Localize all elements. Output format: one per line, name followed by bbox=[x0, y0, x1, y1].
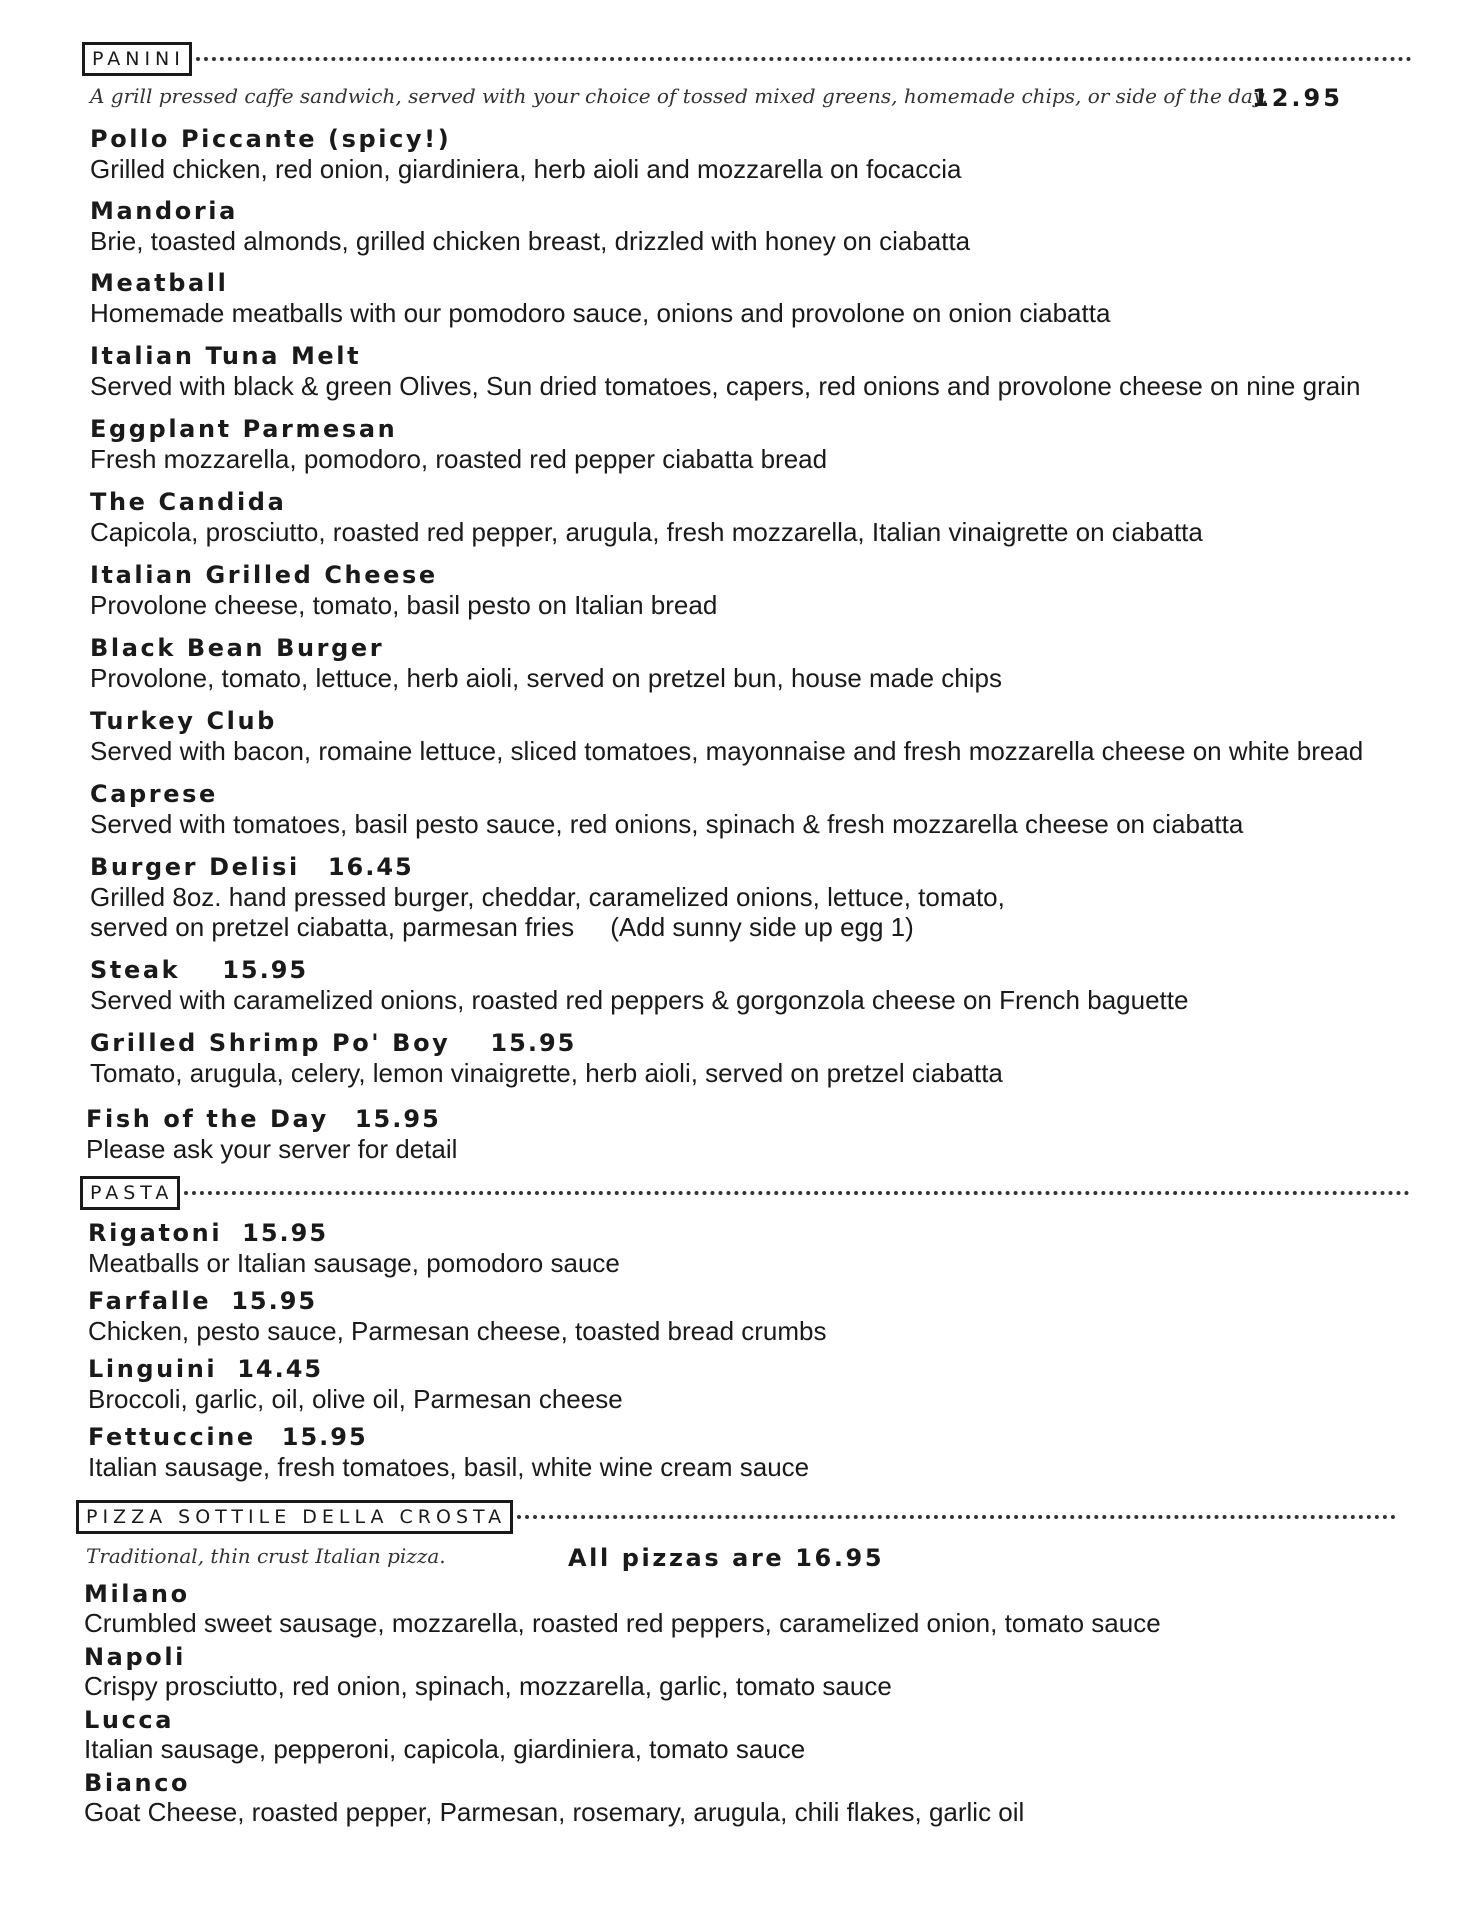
menu-item bbox=[90, 414, 827, 474]
item-description: Served with black & green Olives, Sun dried tomatoes, capers, red onions and provolone cheese on nine grain bbox=[90, 371, 1361, 401]
section-divider bbox=[184, 1191, 1410, 1195]
item-price: 14.45 bbox=[237, 1355, 324, 1383]
item-description: Served with bacon, romaine lettuce, sliced tomatoes, mayonnaise and fresh mozzarella cheese on white bread bbox=[90, 736, 1364, 766]
item-description: Grilled chicken, red onion, giardiniera, herb aioli and mozzarella on focaccia bbox=[90, 154, 962, 184]
item-description: Crumbled sweet sausage, mozzarella, roasted red peppers, caramelized onion, tomato sauce bbox=[84, 1608, 1161, 1638]
menu-item bbox=[84, 1706, 805, 1764]
menu-item bbox=[84, 1580, 1161, 1638]
menu-item bbox=[90, 124, 961, 184]
pizza-intro: Traditional, thin crust Italian pizza. bbox=[86, 1544, 446, 1568]
item-description: Crispy prosciutto, red onion, spinach, mozzarella, garlic, tomato sauce bbox=[84, 1671, 892, 1701]
item-name: Black Bean Burger bbox=[90, 634, 385, 662]
menu-item bbox=[90, 196, 970, 256]
menu-item bbox=[88, 1354, 623, 1414]
item-description: Chicken, pesto sauce, Parmesan cheese, toasted bread crumbs bbox=[88, 1316, 827, 1346]
item-description: Meatballs or Italian sausage, pomodoro sauce bbox=[88, 1248, 620, 1278]
pizza-price-note: All pizzas are 16.95 bbox=[568, 1544, 885, 1572]
item-description: Homemade meatballs with our pomodoro sauce, onions and provolone on onion ciabatta bbox=[90, 298, 1111, 328]
item-price: 15.95 bbox=[490, 1029, 577, 1057]
menu-item bbox=[86, 1104, 457, 1164]
item-name: Italian Grilled Cheese bbox=[90, 561, 438, 589]
item-name: Rigatoni bbox=[88, 1219, 223, 1247]
item-name: Pollo Piccante (spicy!) bbox=[90, 125, 452, 153]
item-name: Farfalle bbox=[88, 1287, 212, 1315]
item-price: 15.95 bbox=[242, 1219, 329, 1247]
item-description: Brie, toasted almonds, grilled chicken breast, drizzled with honey on ciabatta bbox=[90, 226, 971, 256]
item-description: Tomato, arugula, celery, lemon vinaigrette, herb aioli, served on pretzel ciabatta bbox=[90, 1058, 1003, 1088]
item-name: Eggplant Parmesan bbox=[90, 415, 398, 443]
item-price: 15.95 bbox=[222, 956, 309, 984]
item-name: Burger Delisi bbox=[90, 853, 300, 881]
pasta-section-title: PASTA bbox=[80, 1176, 180, 1210]
menu-item bbox=[84, 1769, 1024, 1827]
panini-intro: A grill pressed caffe sandwich, served with your choice of tossed mixed greens, homemade chips, or side of the day. bbox=[90, 84, 1268, 108]
menu-item bbox=[90, 1028, 1003, 1088]
item-description: Broccoli, garlic, oil, olive oil, Parmesan cheese bbox=[88, 1384, 623, 1414]
menu-item bbox=[88, 1218, 620, 1278]
menu-item bbox=[90, 852, 1005, 942]
item-name: Fish of the Day bbox=[86, 1105, 329, 1133]
item-name: Lucca bbox=[84, 1706, 175, 1734]
item-name: Mandoria bbox=[90, 197, 238, 225]
item-price: 16.45 bbox=[327, 853, 414, 881]
pizza-section-header bbox=[76, 1500, 1396, 1534]
item-description: Italian sausage, fresh tomatoes, basil, white wine cream sauce bbox=[88, 1452, 810, 1482]
pasta-section-header bbox=[80, 1176, 1410, 1210]
section-divider bbox=[517, 1515, 1396, 1519]
item-name: Bianco bbox=[84, 1769, 191, 1797]
menu-item bbox=[84, 1643, 892, 1701]
item-description: Goat Cheese, roasted pepper, Parmesan, rosemary, arugula, chili flakes, garlic oil bbox=[84, 1797, 1025, 1827]
item-name: Italian Tuna Melt bbox=[90, 342, 362, 370]
section-divider bbox=[196, 57, 1412, 61]
item-name: Linguini bbox=[88, 1355, 218, 1383]
item-description: Provolone, tomato, lettuce, herb aioli, served on pretzel bun, house made chips bbox=[90, 663, 1002, 693]
item-name: Napoli bbox=[84, 1643, 187, 1671]
menu-item bbox=[90, 706, 1363, 766]
item-name: The Candida bbox=[90, 488, 287, 516]
item-name: Fettuccine bbox=[88, 1423, 256, 1451]
item-name: Turkey Club bbox=[90, 707, 277, 735]
item-description: Served with tomatoes, basil pesto sauce, red onions, spinach & fresh mozzarella cheese on ciabatta bbox=[90, 809, 1244, 839]
item-description: Served with caramelized onions, roasted red peppers & gorgonzola cheese on French baguette bbox=[90, 985, 1189, 1015]
item-description: Grilled 8oz. hand pressed burger, cheddar, caramelized onions, lettuce, tomato, bbox=[90, 882, 1005, 912]
item-price: 15.95 bbox=[231, 1287, 318, 1315]
menu-item bbox=[88, 1422, 809, 1482]
menu-item bbox=[90, 560, 717, 620]
menu-item bbox=[90, 633, 1002, 693]
pizza-section-title: PIZZA SOTTILE DELLA CROSTA bbox=[76, 1500, 513, 1534]
panini-section-header bbox=[82, 42, 1412, 76]
item-description: Provolone cheese, tomato, basil pesto on Italian bread bbox=[90, 590, 718, 620]
item-description: Capicola, prosciutto, roasted red pepper, arugula, fresh mozzarella, Italian vinaigrette on ciabatta bbox=[90, 517, 1203, 547]
menu-item bbox=[90, 487, 1203, 547]
panini-price: 12.95 bbox=[1252, 84, 1343, 112]
menu-item bbox=[90, 955, 1188, 1015]
panini-section-title: PANINI bbox=[82, 42, 192, 76]
item-description: Italian sausage, pepperoni, capicola, giardiniera, tomato sauce bbox=[84, 1734, 806, 1764]
menu-item bbox=[90, 779, 1243, 839]
item-name: Milano bbox=[84, 1580, 190, 1608]
item-name: Grilled Shrimp Po' Boy bbox=[90, 1029, 451, 1057]
item-description-line2: served on pretzel ciabatta, parmesan fries (Add sunny side up egg 1) bbox=[90, 912, 914, 942]
item-price: 15.95 bbox=[354, 1105, 441, 1133]
menu-item bbox=[90, 341, 1360, 401]
item-name: Meatball bbox=[90, 269, 229, 297]
menu-item bbox=[88, 1286, 827, 1346]
item-price: 15.95 bbox=[281, 1423, 368, 1451]
item-name: Caprese bbox=[90, 780, 218, 808]
item-description: Please ask your server for detail bbox=[86, 1134, 458, 1164]
item-description: Fresh mozzarella, pomodoro, roasted red pepper ciabatta bread bbox=[90, 444, 828, 474]
item-name: Steak bbox=[90, 956, 181, 984]
menu-item bbox=[90, 268, 1110, 328]
